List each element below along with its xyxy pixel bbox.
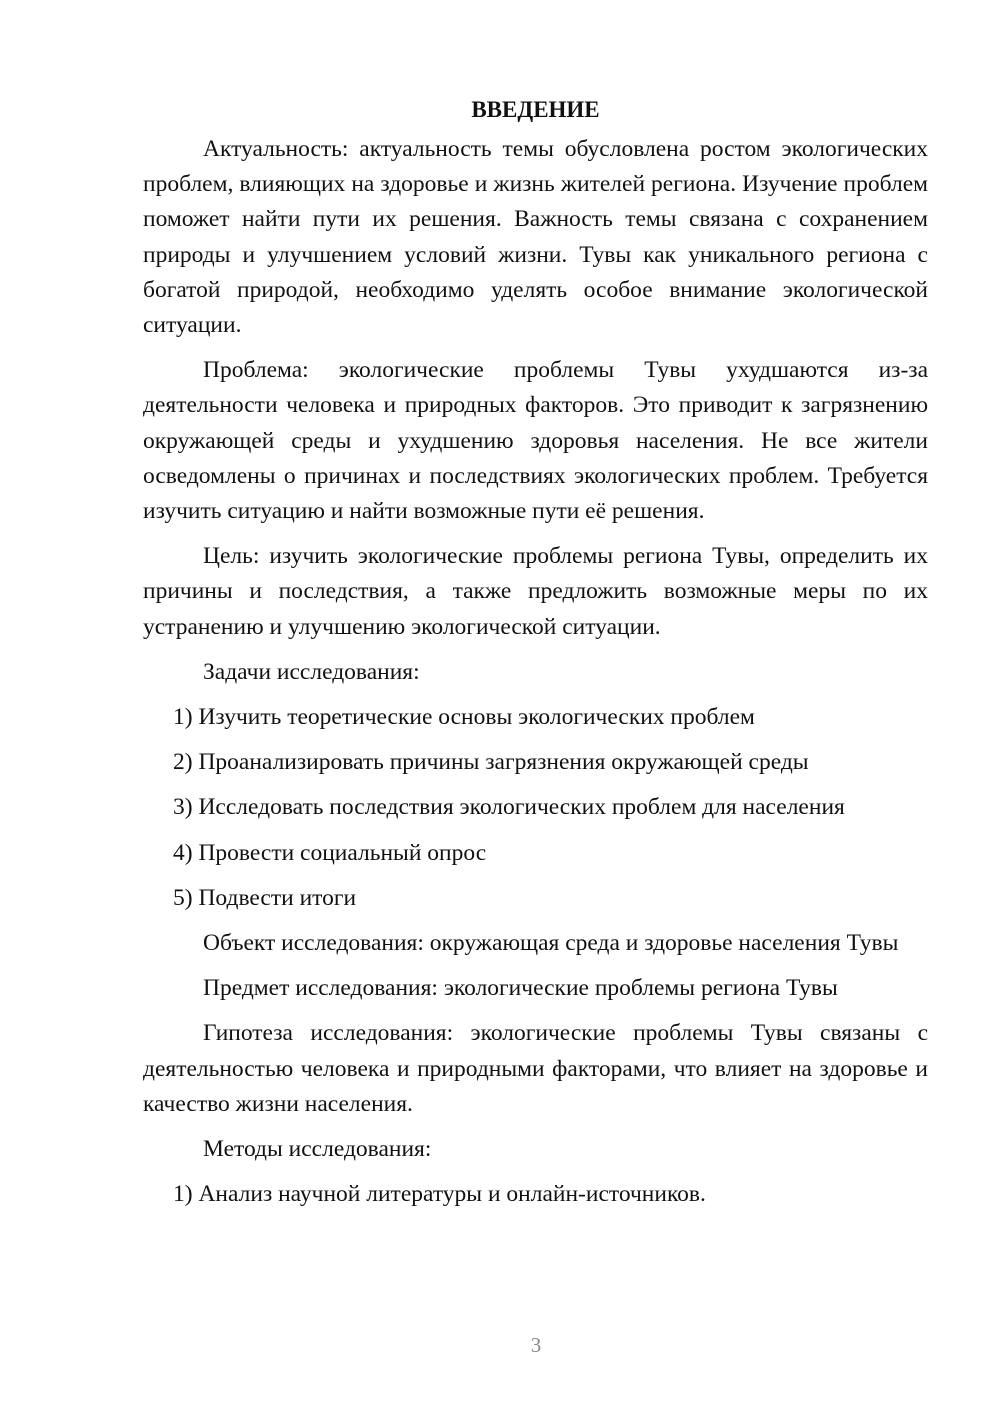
hypothesis-paragraph: Гипотеза исследования: экологические проблемы Тувы связаны с деятельностью человека и природными факторами, что влияет на здоровье и качество жизни населения.: [143, 1020, 928, 1117]
methods-heading: Методы исследования:: [203, 1136, 432, 1163]
page-title: ВВЕДЕНИЕ: [471, 97, 600, 122]
tasks-list: [143, 700, 928, 916]
goal-paragraph: Цель: изучить экологические проблемы региона Тувы, определить их причины и последствия, а также предложить возможные меры по их устранению и улучшению экологической ситуации.: [143, 543, 928, 640]
list-item: 3) Исследовать последствия экологических проблем для населения: [173, 794, 845, 821]
relevance-paragraph: Актуальность: актуальность темы обусловлена ростом экологических проблем, влияющих на здоровье и жизнь жителей региона. Изучение проблем поможет найти пути их решения. Важность темы связана с сохранением природы и улучшением условий жизни. Тувы как уникального региона с богатой природой, необходимо уделять особое внимание экологической ситуации.: [143, 136, 928, 339]
tasks-heading: Задачи исследования:: [203, 658, 420, 685]
object-paragraph: Объект исследования: окружающая среда и здоровье населения Тувы: [203, 930, 899, 957]
page-number: 3: [530, 1333, 542, 1357]
document-page: [143, 92, 928, 1222]
methods-list: [143, 1177, 928, 1212]
list-item: 5) Подвести итоги: [173, 884, 357, 911]
list-item: 2) Проанализировать причины загрязнения окружающей среды: [173, 749, 809, 776]
list-item: 1) Анализ научной литературы и онлайн-источников.: [173, 1181, 706, 1208]
problem-paragraph: Проблема: экологические проблемы Тувы ухудшаются из-за деятельности человека и природных факторов. Это приводит к загрязнению окружающей среды и ухудшению здоровья населения. Не все жители осведомлены о причинах и последствиях экологических проблем. Требуется изучить ситуацию и найти возможные пути её решения.: [143, 357, 928, 525]
list-item: 1) Изучить теоретические основы экологических проблем: [173, 704, 755, 731]
subject-paragraph: Предмет исследования: экологические проблемы региона Тувы: [203, 975, 838, 1002]
list-item: 4) Провести социальный опрос: [173, 839, 487, 866]
